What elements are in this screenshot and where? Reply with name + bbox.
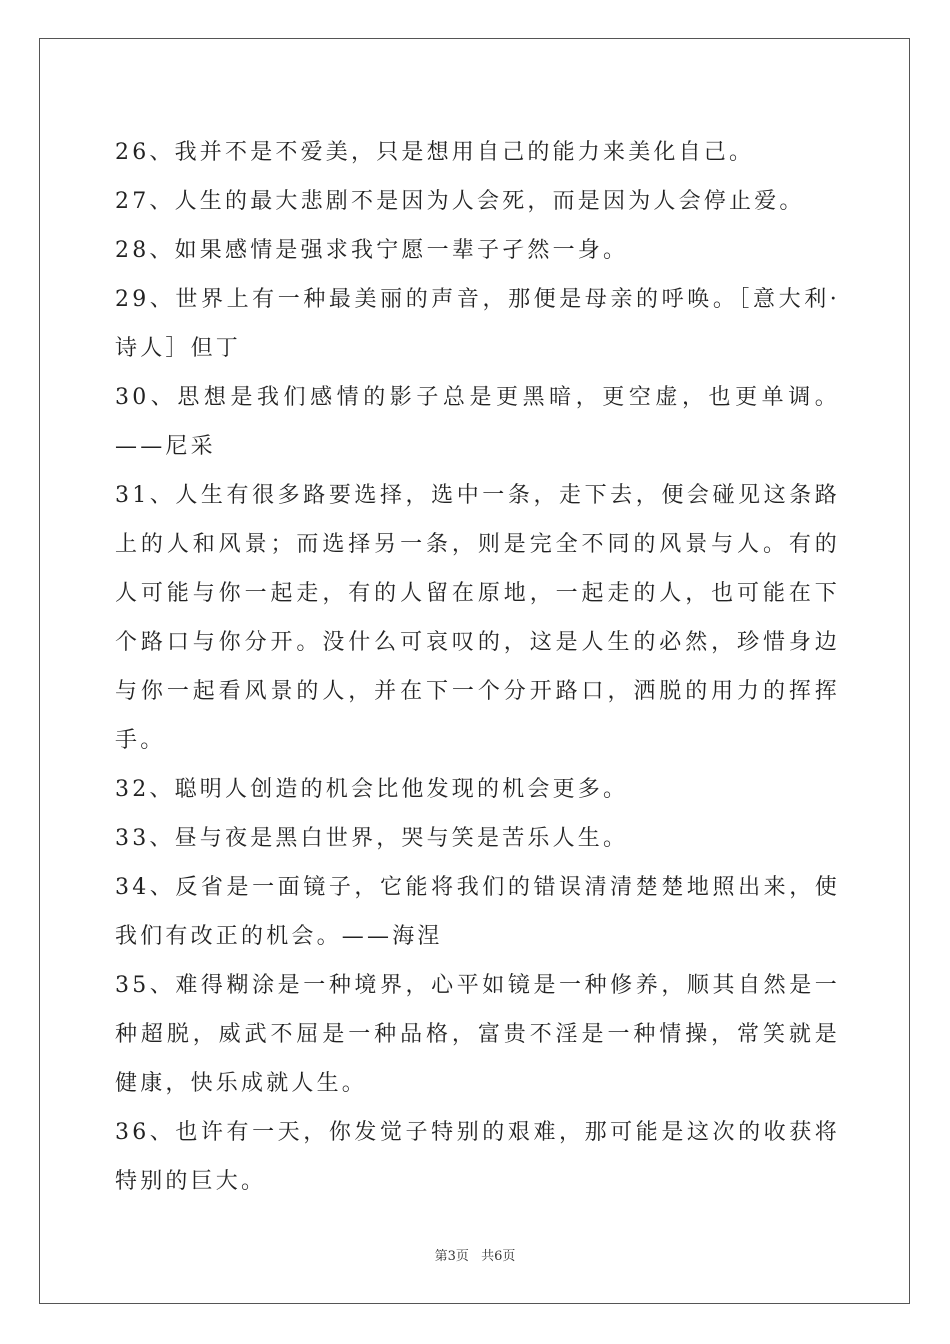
quote-34: 34、反省是一面镜子，它能将我们的错误清清楚楚地照出来，使我们有改正的机会。——海涅 xyxy=(115,875,840,949)
quote-30: 30、思想是我们感情的影子总是更黑暗，更空虚，也更单调。——尼采 xyxy=(115,385,840,459)
page-number: 第3页 xyxy=(434,1249,469,1264)
quote-26: 26、我并不是不爱美，只是想用自己的能力来美化自己。 xyxy=(115,140,755,165)
quote-28: 28、如果感情是强求我宁愿一辈子孑然一身。 xyxy=(115,238,629,263)
quote-27: 27、人生的最大悲剧不是因为人会死，而是因为人会停止爱。 xyxy=(115,189,805,214)
quote-36: 36、也许有一天，你发觉子特别的艰难，那可能是这次的收获将特别的巨大。 xyxy=(115,1120,840,1194)
page-footer xyxy=(0,1245,950,1264)
quote-33: 33、昼与夜是黑白世界，哭与笑是苦乐人生。 xyxy=(115,826,629,851)
quote-31: 31、人生有很多路要选择，选中一条，走下去，便会碰见这条路上的人和风景；而选择另一条，则是完全不同的风景与人。有的人可能与你一起走，有的人留在原地，一起走的人，也可能在下个路口与你分开。没什么可哀叹的，这是人生的必然，珍惜身边与你一起看风景的人，并在下一个分开路口，洒脱的用力的挥挥手。 xyxy=(115,483,840,753)
quote-list xyxy=(115,128,840,1206)
page-total: 共6页 xyxy=(481,1249,516,1264)
quote-35: 35、难得糊涂是一种境界，心平如镜是一种修养，顺其自然是一种超脱，威武不屈是一种品格，富贵不淫是一种情操，常笑就是健康，快乐成就人生。 xyxy=(115,973,840,1096)
quote-32: 32、聪明人创造的机会比他发现的机会更多。 xyxy=(115,777,629,802)
quote-29: 29、世界上有一种最美丽的声音，那便是母亲的呼唤。［意大利·诗人］但丁 xyxy=(115,287,840,361)
